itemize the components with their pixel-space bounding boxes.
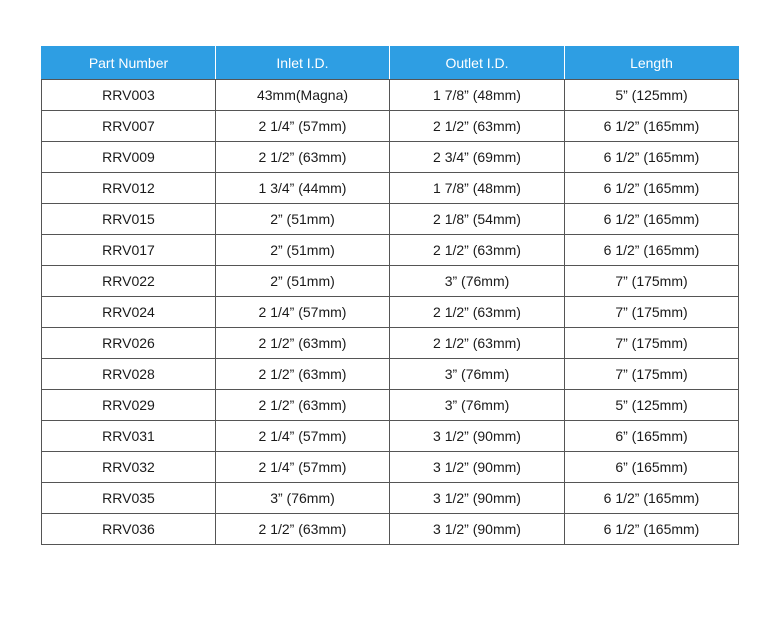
cell-inlet-id: 2 1/2” (63mm)	[216, 142, 390, 173]
cell-inlet-id: 2 1/4” (57mm)	[216, 452, 390, 483]
header-row	[42, 47, 739, 80]
cell-length: 5” (125mm)	[565, 390, 739, 421]
cell-part-number: RRV028	[42, 359, 216, 390]
table-row	[42, 266, 739, 297]
cell-part-number: RRV012	[42, 173, 216, 204]
cell-inlet-id: 3” (76mm)	[216, 483, 390, 514]
cell-length: 6 1/2” (165mm)	[565, 483, 739, 514]
parts-spec-table	[41, 46, 739, 545]
cell-length: 7” (175mm)	[565, 297, 739, 328]
cell-part-number: RRV022	[42, 266, 216, 297]
cell-length: 6 1/2” (165mm)	[565, 514, 739, 545]
cell-length: 6 1/2” (165mm)	[565, 111, 739, 142]
table-row	[42, 452, 739, 483]
cell-part-number: RRV029	[42, 390, 216, 421]
cell-part-number: RRV003	[42, 80, 216, 111]
cell-outlet-id: 1 7/8” (48mm)	[390, 80, 565, 111]
cell-part-number: RRV024	[42, 297, 216, 328]
header-part-number: Part Number	[42, 47, 216, 80]
cell-length: 6 1/2” (165mm)	[565, 142, 739, 173]
cell-outlet-id: 3 1/2” (90mm)	[390, 421, 565, 452]
cell-length: 7” (175mm)	[565, 328, 739, 359]
cell-inlet-id: 2” (51mm)	[216, 266, 390, 297]
cell-outlet-id: 3” (76mm)	[390, 390, 565, 421]
cell-length: 7” (175mm)	[565, 266, 739, 297]
table-row	[42, 173, 739, 204]
cell-outlet-id: 3” (76mm)	[390, 359, 565, 390]
table-row	[42, 390, 739, 421]
cell-part-number: RRV009	[42, 142, 216, 173]
cell-length: 6” (165mm)	[565, 452, 739, 483]
cell-part-number: RRV032	[42, 452, 216, 483]
cell-inlet-id: 2 1/4” (57mm)	[216, 421, 390, 452]
cell-outlet-id: 3 1/2” (90mm)	[390, 514, 565, 545]
cell-length: 7” (175mm)	[565, 359, 739, 390]
cell-outlet-id: 1 7/8” (48mm)	[390, 173, 565, 204]
cell-outlet-id: 2 3/4” (69mm)	[390, 142, 565, 173]
header-outlet-id: Outlet I.D.	[390, 47, 565, 80]
cell-length: 6” (165mm)	[565, 421, 739, 452]
cell-outlet-id: 2 1/2” (63mm)	[390, 235, 565, 266]
table-header	[42, 47, 739, 80]
cell-part-number: RRV007	[42, 111, 216, 142]
cell-inlet-id: 43mm(Magna)	[216, 80, 390, 111]
header-length: Length	[565, 47, 739, 80]
cell-inlet-id: 2” (51mm)	[216, 235, 390, 266]
cell-part-number: RRV015	[42, 204, 216, 235]
table-row	[42, 483, 739, 514]
header-inlet-id: Inlet I.D.	[216, 47, 390, 80]
cell-length: 6 1/2” (165mm)	[565, 204, 739, 235]
table-row	[42, 421, 739, 452]
table-row	[42, 142, 739, 173]
table-row	[42, 328, 739, 359]
cell-inlet-id: 2 1/2” (63mm)	[216, 514, 390, 545]
cell-inlet-id: 2” (51mm)	[216, 204, 390, 235]
table-body	[42, 80, 739, 545]
cell-length: 5” (125mm)	[565, 80, 739, 111]
cell-inlet-id: 2 1/4” (57mm)	[216, 297, 390, 328]
table-row	[42, 297, 739, 328]
cell-outlet-id: 2 1/2” (63mm)	[390, 111, 565, 142]
table-row	[42, 359, 739, 390]
cell-outlet-id: 3 1/2” (90mm)	[390, 483, 565, 514]
table-row	[42, 514, 739, 545]
cell-outlet-id: 3” (76mm)	[390, 266, 565, 297]
table-row	[42, 204, 739, 235]
cell-part-number: RRV017	[42, 235, 216, 266]
cell-part-number: RRV031	[42, 421, 216, 452]
cell-inlet-id: 1 3/4” (44mm)	[216, 173, 390, 204]
table-row	[42, 235, 739, 266]
cell-inlet-id: 2 1/2” (63mm)	[216, 328, 390, 359]
cell-length: 6 1/2” (165mm)	[565, 173, 739, 204]
cell-part-number: RRV026	[42, 328, 216, 359]
cell-part-number: RRV036	[42, 514, 216, 545]
cell-outlet-id: 3 1/2” (90mm)	[390, 452, 565, 483]
cell-inlet-id: 2 1/2” (63mm)	[216, 359, 390, 390]
cell-inlet-id: 2 1/2” (63mm)	[216, 390, 390, 421]
cell-outlet-id: 2 1/8” (54mm)	[390, 204, 565, 235]
table-row	[42, 80, 739, 111]
cell-inlet-id: 2 1/4” (57mm)	[216, 111, 390, 142]
cell-outlet-id: 2 1/2” (63mm)	[390, 328, 565, 359]
cell-part-number: RRV035	[42, 483, 216, 514]
cell-outlet-id: 2 1/2” (63mm)	[390, 297, 565, 328]
table-row	[42, 111, 739, 142]
cell-length: 6 1/2” (165mm)	[565, 235, 739, 266]
